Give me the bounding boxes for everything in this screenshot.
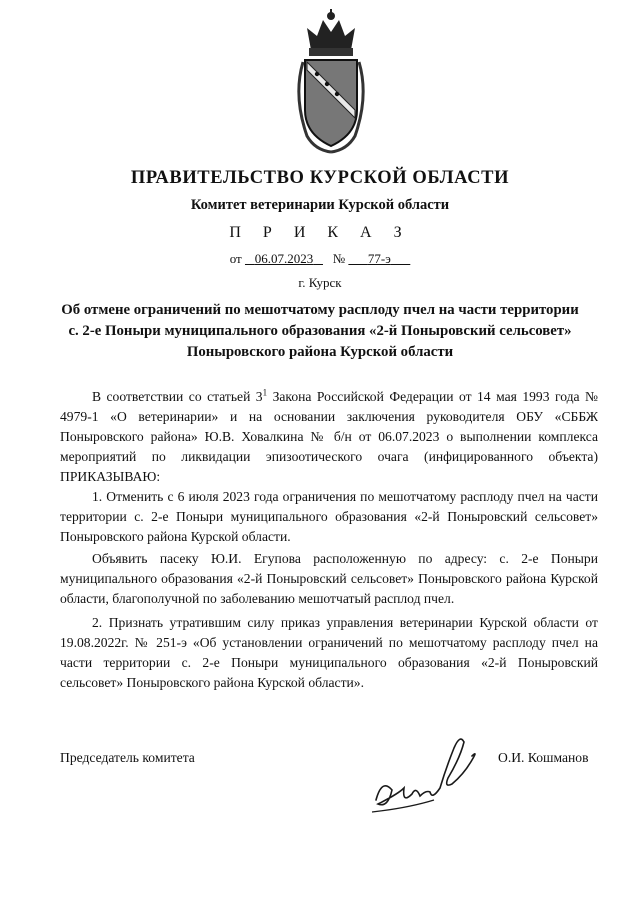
paragraph-preamble: В соответствии со статьей $3^1$ Закона Российской Федерации от 14 мая 1993 года № 4979-1 «О ветеринарии» и на основании заключения руководителя ОБУ «СББЖ Поныровского района» Ю.В. Ховалкина № б/н от 06.07.2023 о выполнении комплекса мероприятий по ликвидации эпизоотического очага (инфицированного объекта) ПРИКАЗЫВАЮ:: [60, 387, 598, 484]
document-title: [40, 300, 600, 363]
document-type: П Р И К А З: [229, 224, 411, 241]
signer-position: Председатель комитета: [60, 750, 195, 765]
document-body: [60, 387, 598, 693]
date-number-line: [0, 251, 640, 267]
handwritten-signature: [368, 708, 488, 828]
signer-name: О.И. Кошманов: [498, 750, 589, 765]
title-line-1: Об отмене ограничений по мешотчатому расплоду пчел на части территории: [61, 302, 579, 318]
kursk-coat-of-arms-icon: [293, 6, 369, 156]
city: г. Курск: [298, 275, 342, 290]
paragraph-item-1: 1. Отменить с 6 июля 2023 года ограничения по мешотчатому расплоду пчел на части территории с. 2-е Поныри муниципального образования «2-й Поныровский сельсовет» Поныровского района Курской области.: [60, 489, 598, 544]
committee-name: Комитет ветеринарии Курской области: [190, 197, 450, 213]
paragraph-item-2: 2. Признать утратившим силу приказ управления ветеринарии Курской области от 19.08.2022г. № 251-э «Об установлении ограничений по мешотчатому расплоду пчел на части территории с. 2-е Поныри муниципального образования «2-й Поныровский сельсовет» Поныровского района Курской области».: [60, 615, 598, 690]
paragraph-announcement: Объявить пасеку Ю.И. Егупова расположенную по адресу: с. 2-е Поныри муниципального образования «2-й Поныровский сельсовет» Поныровского района Курской области, благополучной по заболеванию мешотчатый расплод пчел.: [60, 551, 598, 606]
title-line-3: Поныровского района Курской области: [186, 344, 454, 360]
government-name: ПРАВИТЕЛЬСТВО КУРСКОЙ ОБЛАСТИ: [130, 168, 510, 188]
date-prefix: от: [229, 251, 242, 266]
document-date: 06.07.2023: [254, 251, 314, 266]
title-line-2: с. 2-е Поныри муниципального образования «2-й Поныровский сельсовет»: [68, 323, 572, 339]
document-number: 77-э: [367, 251, 391, 266]
number-prefix: №: [332, 251, 346, 266]
